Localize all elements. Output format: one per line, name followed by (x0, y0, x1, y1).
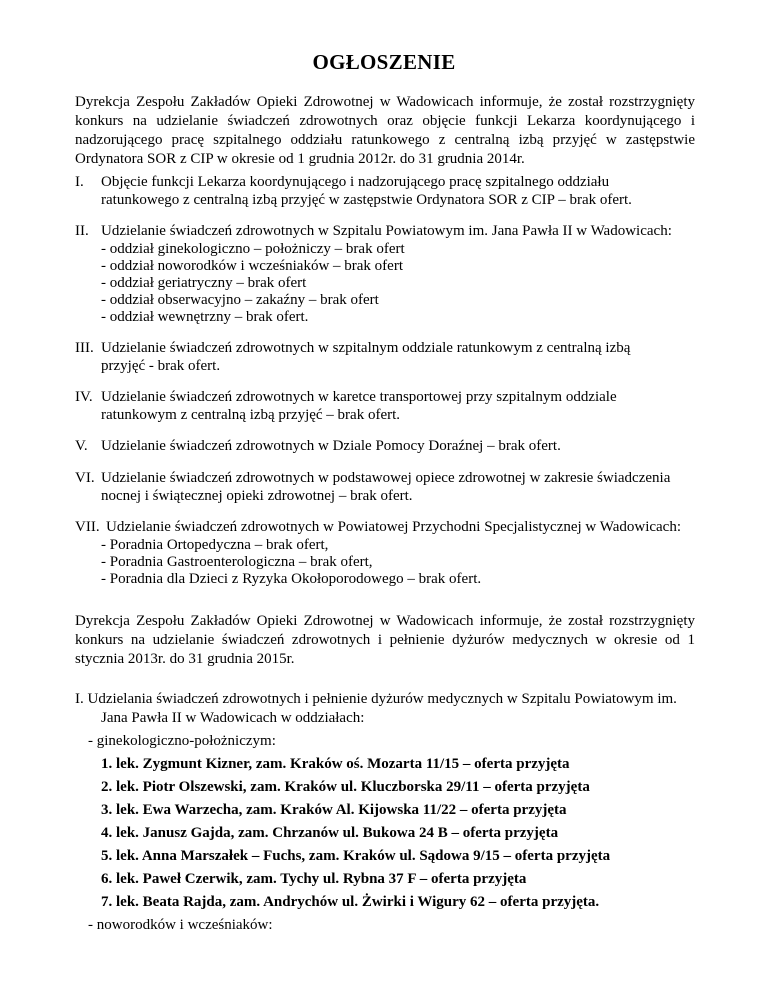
offer-item: 6. lek. Paweł Czerwik, zam. Tychy ul. Rybna 37 F – oferta przyjęta (101, 871, 527, 887)
section-text: przyjęć - brak ofert. (101, 358, 221, 374)
department-label: - ginekologiczno-położniczym: (88, 733, 276, 749)
section-text: ratunkowego z centralną izbą przyjęć w zastępstwie Ordynatora SOR z CIP – brak ofert. (101, 192, 632, 208)
list-item: - oddział wewnętrzny – brak ofert. (101, 309, 309, 325)
section-text: Udzielanie świadczeń zdrowotnych w Szpitalu Powiatowym im. Jana Pawła II w Wadowicach: (101, 223, 672, 239)
list-item: - oddział geriatryczny – brak ofert (101, 275, 307, 291)
document-title: OGŁOSZENIE (312, 50, 456, 74)
intro-paragraph-2: Dyrekcja Zespołu Zakładów Opieki Zdrowotnej w Wadowicach informuje, że został rozstrzygnięty konkurs na udzielanie świadczeń zdrowotnych i pełnienie dyżurów medycznych w okresie od 1 stycznia 2013r. do 31 grudnia 2015r. (75, 613, 695, 667)
section-text: nocnej i świątecznej opieki zdrowotnej – brak ofert. (101, 488, 413, 504)
offer-item: 5. lek. Anna Marszałek – Fuchs, zam. Kraków ul. Sądowa 9/15 – oferta przyjęta (101, 848, 611, 864)
list-item: - oddział ginekologiczno – położniczy – brak ofert (101, 241, 405, 257)
offer-item: 3. lek. Ewa Warzecha, zam. Kraków Al. Kijowska 11/22 – oferta przyjęta (101, 802, 567, 818)
section-text: Objęcie funkcji Lekarza koordynującego i nadzorującego pracę szpitalnego oddziału (101, 174, 610, 190)
section-number: V. (75, 438, 88, 454)
section-text: ratunkowym z centralną izbą przyjęć – brak ofert. (101, 407, 401, 423)
offer-item: 4. lek. Janusz Gajda, zam. Chrzanów ul. Bukowa 24 B – oferta przyjęta (101, 825, 559, 841)
offer-item: 1. lek. Zygmunt Kizner, zam. Kraków oś. Mozarta 11/15 – oferta przyjęta (101, 756, 570, 772)
part2-heading: Jana Pawła II w Wadowicach w oddziałach: (101, 710, 365, 726)
section-number: VII. (75, 519, 100, 535)
offer-item: 7. lek. Beata Rajda, zam. Andrychów ul. Żwirki i Wigury 62 – oferta przyjęta. (101, 894, 600, 910)
department-label: - noworodków i wcześniaków: (88, 917, 273, 933)
offer-item: 2. lek. Piotr Olszewski, zam. Kraków ul. Kluczborska 29/11 – oferta przyjęta (101, 779, 590, 795)
section-text: Udzielanie świadczeń zdrowotnych w Dziale Pomocy Doraźnej – brak ofert. (101, 438, 561, 454)
section-number: I. (75, 174, 84, 190)
intro-paragraph-1: Dyrekcja Zespołu Zakładów Opieki Zdrowotnej w Wadowicach informuje, że został rozstrzygnięty konkurs na udzielanie świadczeń zdrowotnych oraz objęcie funkcji Lekarza koordynującego i nadzorującego pracę szpitalnego oddziału ratunkowego z centralną izbą przyjęć w zastępstwie Ordynatora SOR z CIP w okresie od 1 grudnia 2012r. do 31 grudnia 2014r. (75, 94, 695, 167)
list-item: - Poradnia Ortopedyczna – brak ofert, (101, 537, 329, 553)
list-item: - Poradnia dla Dzieci z Ryzyka Okołoporodowego – brak ofert. (101, 571, 482, 587)
list-item: - Poradnia Gastroenterologiczna – brak ofert, (101, 554, 373, 570)
section-number: III. (75, 340, 94, 356)
section-text: Udzielanie świadczeń zdrowotnych w szpitalnym oddziale ratunkowym z centralną izbą (101, 340, 631, 356)
part2-heading: I. Udzielania świadczeń zdrowotnych i pełnienie dyżurów medycznych w Szpitalu Powiatowym im. (75, 691, 677, 707)
section-number: IV. (75, 389, 93, 405)
section-text: Udzielanie świadczeń zdrowotnych w podstawowej opiece zdrowotnej w zakresie świadczenia (101, 470, 671, 486)
section-number: VI. (75, 470, 95, 486)
list-item: - oddział obserwacyjno – zakaźny – brak ofert (101, 292, 379, 308)
section-number: II. (75, 223, 89, 239)
section-text: Udzielanie świadczeń zdrowotnych w Powiatowej Przychodni Specjalistycznej w Wadowicach: (106, 519, 682, 535)
section-text: Udzielanie świadczeń zdrowotnych w karetce transportowej przy szpitalnym oddziale (101, 389, 617, 405)
list-item: - oddział noworodków i wcześniaków – brak ofert (101, 258, 403, 274)
